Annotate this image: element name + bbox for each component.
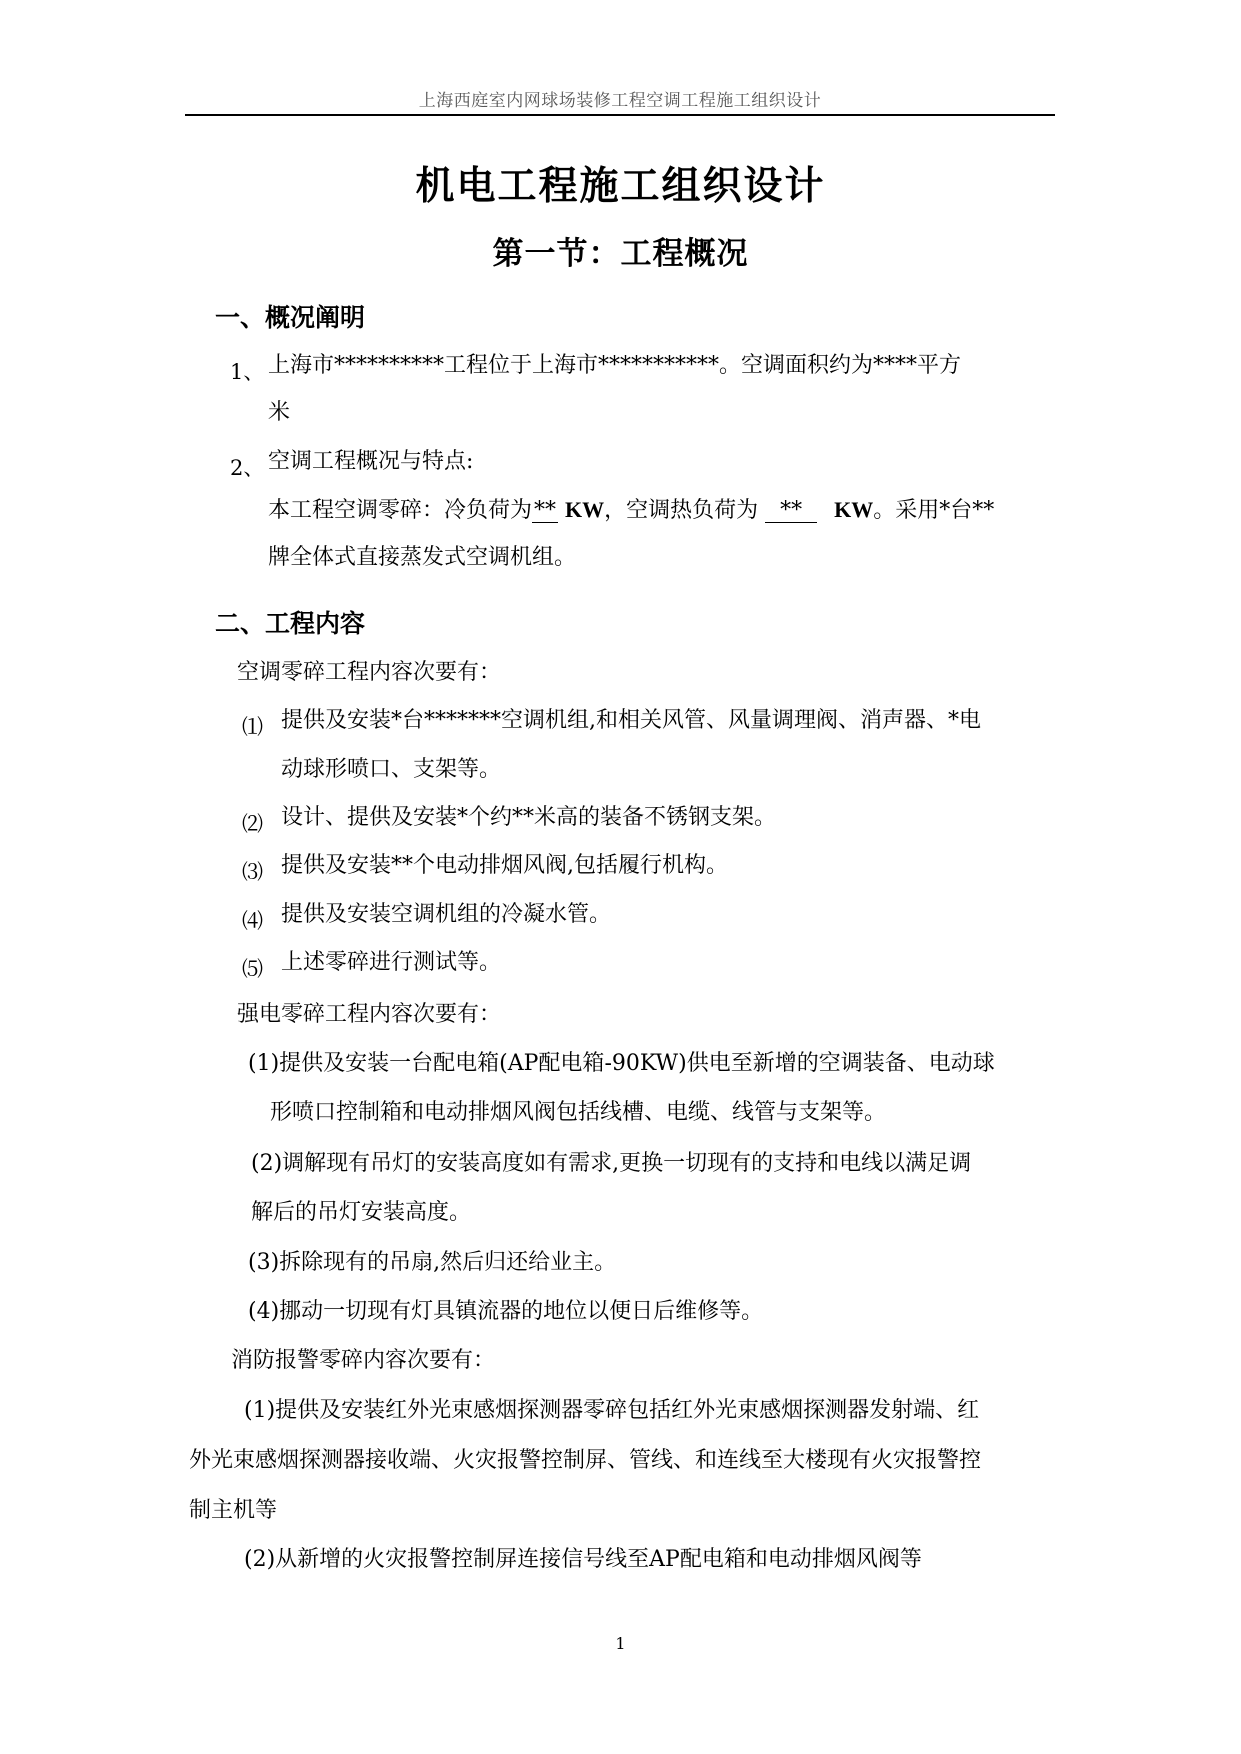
power-intro: 强电零碎工程内容次要有：: [237, 1002, 502, 1027]
list-item: 制主机等: [189, 1498, 278, 1523]
paragraph-line: 米: [268, 400, 291, 425]
document-title: 机电工程施工组织设计: [415, 163, 826, 209]
unit-kw: KW: [834, 497, 874, 522]
list-item: (4)挪动一切现有灯具镇流器的地位以便日后维修等。: [248, 1299, 764, 1324]
list-item: 设计、提供及安装*个约**米高的装备不锈钢支架。: [281, 805, 777, 830]
paragraph-line: 空调工程概况与特点:: [268, 449, 474, 474]
fire-intro: 消防报警零碎内容次要有：: [231, 1348, 496, 1373]
list-item: 外光束感烟探测器接收端、火灾报警控制屏、管线、和连线至大楼现有火灾报警控: [189, 1448, 982, 1473]
cooling-load-value: **: [534, 498, 557, 523]
section-title: 第一节：工程概况: [492, 236, 749, 272]
item-number: ⑷: [242, 909, 263, 933]
list-item: 上述零碎进行测试等。: [281, 950, 502, 975]
paragraph-line: 上海市**********工程位于上海市***********。空调面积约为****平方: [268, 353, 962, 378]
item-number: ⑵: [242, 812, 263, 836]
unit-kw: KW: [565, 497, 605, 522]
header-rule: [185, 114, 1055, 116]
load-line: [268, 499, 994, 523]
heading-overview: 一、概况阐明: [215, 303, 366, 332]
ac-intro: 空调零碎工程内容次要有：: [237, 660, 502, 685]
list-item: 动球形喷口、支架等。: [281, 757, 502, 782]
list-item: (2)调解现有吊灯的安装高度如有需求,更换一切现有的支持和电线以满足调: [251, 1151, 972, 1176]
list-item: (2)从新增的火灾报警控制屏连接信号线至AP配电箱和电动排烟风阀等: [244, 1547, 922, 1572]
list-item: 形喷口控制箱和电动排烟风阀包括线槽、电缆、线管与支架等。: [270, 1100, 887, 1125]
list-item: (1)提供及安装一台配电箱(AP配电箱-90KW)供电至新增的空调装备、电动球: [248, 1051, 995, 1076]
page-number: 1: [615, 1634, 626, 1653]
list-item: 提供及安装**个电动排烟风阀,包括履行机构。: [281, 853, 728, 878]
item-number: ⑴: [242, 715, 263, 739]
heading-content: 二、工程内容: [215, 609, 366, 638]
item-number: 1、: [230, 360, 265, 384]
load-text: 。采用*台**: [873, 498, 995, 523]
list-item: (3)拆除现有的吊扇,然后归还给业主。: [248, 1250, 617, 1275]
running-header: 上海西庭室内网球场装修工程空调工程施工组织设计: [418, 91, 822, 111]
list-item: 提供及安装*台*******空调机组,和相关风管、风量调理阀、消声器、*电: [281, 708, 981, 733]
list-item: (1)提供及安装红外光束感烟探测器零碎包括红外光束感烟探测器发射端、红: [244, 1398, 980, 1423]
item-number: ⑸: [242, 957, 263, 981]
list-item: 解后的吊灯安装高度。: [251, 1200, 472, 1225]
item-number: ⑶: [242, 860, 263, 884]
paragraph-line: 牌全体式直接蒸发式空调机组。: [268, 545, 577, 570]
list-item: 提供及安装空调机组的冷凝水管。: [281, 902, 612, 927]
load-text: 本工程空调零碎：冷负荷为: [268, 498, 533, 523]
load-text: ，空调热负荷为: [604, 498, 759, 523]
item-number: 2、: [230, 456, 265, 480]
heating-load-value: **: [765, 499, 817, 523]
